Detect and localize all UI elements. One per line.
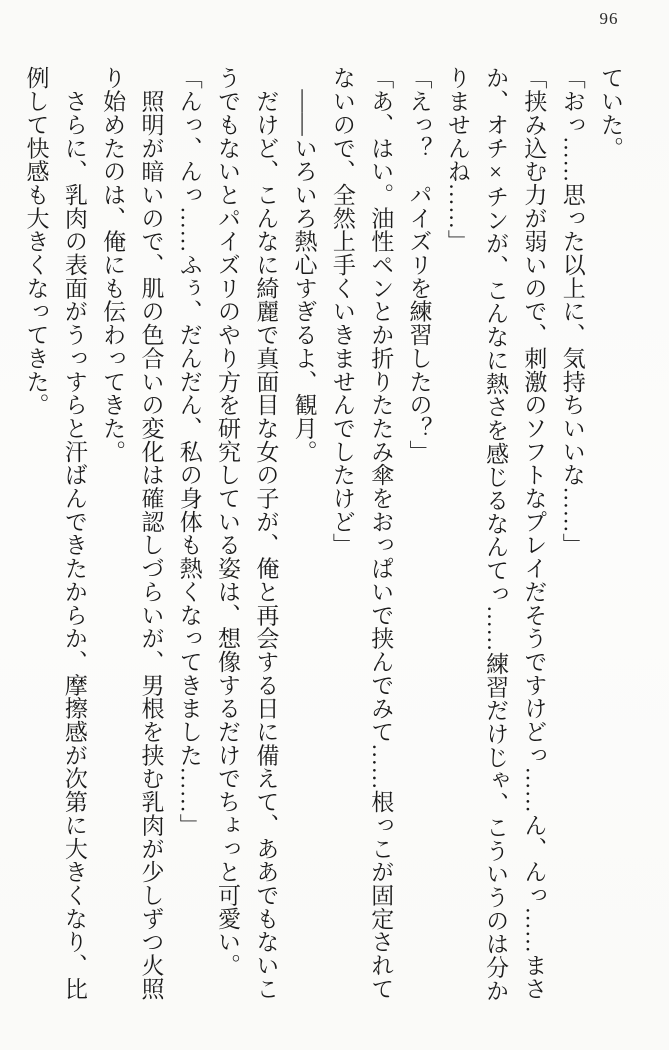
text-line: 「挟み込む力が弱いので、刺激のソフトなプレイだそうですけどっ……ん、んっ……まさ (521, 66, 547, 1000)
text-line: ないので、全然上手くいきませんでしたけど」 (329, 66, 355, 557)
page-text-block (16, 66, 629, 1002)
text-line: か、オチ×チンが、こんなに熱さを感じるなんてっ……練習だけじゃ、こういうのは分か (483, 66, 509, 1002)
text-line: 「えっ？ パイズリを練習したの？」 (406, 66, 432, 463)
text-line: さらに、乳肉の表面がうっすらと汗ばんできたからか、摩擦感が次第に大きくなり、比 (61, 66, 87, 1000)
text-line: り始めたのは、俺にも伝わってきた。 (100, 66, 126, 463)
text-line: だけど、こんなに綺麗で真面目な女の子が、俺と再会する日に備えて、ああでもないこ (253, 66, 279, 1000)
text-line: ていた。 (598, 66, 623, 160)
text-line: 「おっ……思った以上に、気持ちいいな……」 (559, 66, 585, 557)
text-line: 「あ、はい。油性ペンとか折りたたみ傘をおっぱいで挟んでみて……根っこが固定されて (368, 66, 394, 1000)
text-line: りませんね……」 (444, 66, 470, 253)
text-line: 「んっ、んっ……ふぅ、だんだん、私の身体も熱くなってきました……」 (176, 66, 202, 837)
text-line: 例して快感も大きくなってきた。 (23, 66, 49, 417)
text-line: うでもないとパイズリのやり方を研究している姿は、想像するだけでちょっと可愛い。 (215, 66, 241, 977)
text-line: ――いろいろ熱心すぎるよ、観月。 (291, 66, 317, 463)
text-line: 照明が暗いので、肌の色合いの変化は確認しづらいが、男根を挟む乳肉が少しずつ火照 (138, 66, 164, 1000)
page-number: 96 (599, 9, 619, 28)
